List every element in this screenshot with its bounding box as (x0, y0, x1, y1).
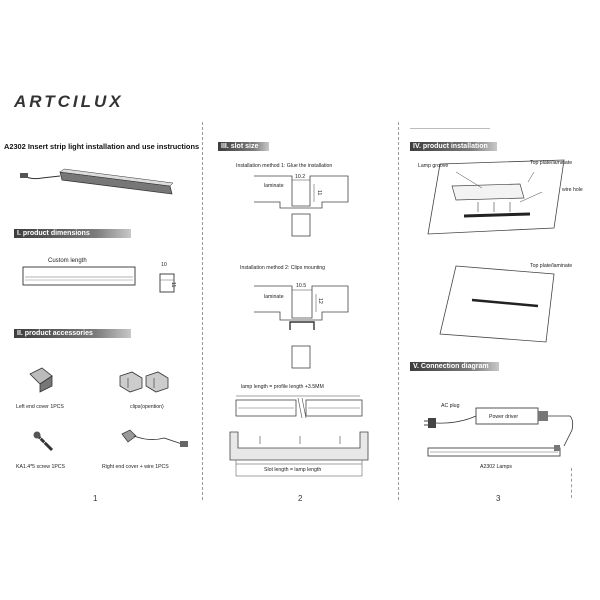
page-title: A2302 Insert strip light installation and use instructions (4, 142, 200, 151)
column-divider-2 (398, 122, 399, 500)
method2-label: Installation method 2: Clips mounting (240, 265, 326, 271)
method2-depth: 12 (317, 298, 323, 304)
section-header-dimensions: I. product dimensions (14, 229, 131, 238)
method1-depth: 11 (316, 190, 322, 196)
dimension-height: 11 (170, 282, 176, 288)
column-divider-3 (571, 468, 572, 498)
wire-hole-label: wire hole (562, 187, 583, 193)
installation-drawing-1 (422, 158, 572, 248)
power-driver-label: Power driver (489, 414, 519, 420)
a2302-lamps-label: A2302 Lamps (480, 464, 513, 470)
lamp-groove-label: Lamp groove (418, 163, 449, 169)
section-header-installation: IV. product installation (410, 142, 497, 151)
section-header-connection: V. Connection diagram (410, 362, 499, 371)
page-number-2: 2 (298, 494, 303, 503)
clips-icon (118, 370, 172, 394)
installation-drawing-2 (438, 262, 558, 342)
method1-width: 10.2 (295, 174, 306, 180)
method1-label: Installation method 1: Glue the installation (236, 163, 333, 169)
left-end-cover-label: Left end cover 1PCS (16, 404, 64, 410)
method1-laminate-label: laminate (264, 183, 284, 189)
right-end-cover-icon (120, 428, 190, 452)
top-plate-label-2: Top plate/laminate (530, 263, 573, 269)
lamp-length-label: lamp length = profile length +3.5MM (241, 384, 324, 390)
clips-label: clips(opention) (130, 404, 164, 410)
page-number-3: 3 (496, 494, 501, 503)
column-divider-1 (202, 122, 203, 500)
left-end-cover-icon (28, 366, 58, 394)
screw-icon (32, 430, 56, 454)
screw-label: KA1.4*5 screw 1PCS (16, 464, 66, 470)
brand-logo: ARTCILUX (14, 92, 124, 111)
method2-width: 10.5 (296, 283, 307, 289)
custom-length-label: Custom length (48, 258, 87, 264)
product-strip-illustration (20, 168, 190, 208)
ac-plug-label: AC plug (441, 403, 460, 409)
top-plate-label-1: Top plate/laminate (530, 160, 573, 166)
right-end-cover-label: Right end cover + wire 1PCS (102, 464, 169, 470)
page-number-1: 1 (93, 494, 98, 503)
profile-dimension-drawing (22, 266, 192, 300)
top-rule (410, 128, 490, 129)
section-header-accessories: II. product accessories (14, 329, 131, 338)
dimension-width: 10 (161, 262, 167, 268)
method2-laminate-label: laminate (264, 294, 284, 300)
slot-length-label: Slot length = lamp length (264, 467, 322, 473)
section-header-slot-size: III. slot size (218, 142, 269, 151)
